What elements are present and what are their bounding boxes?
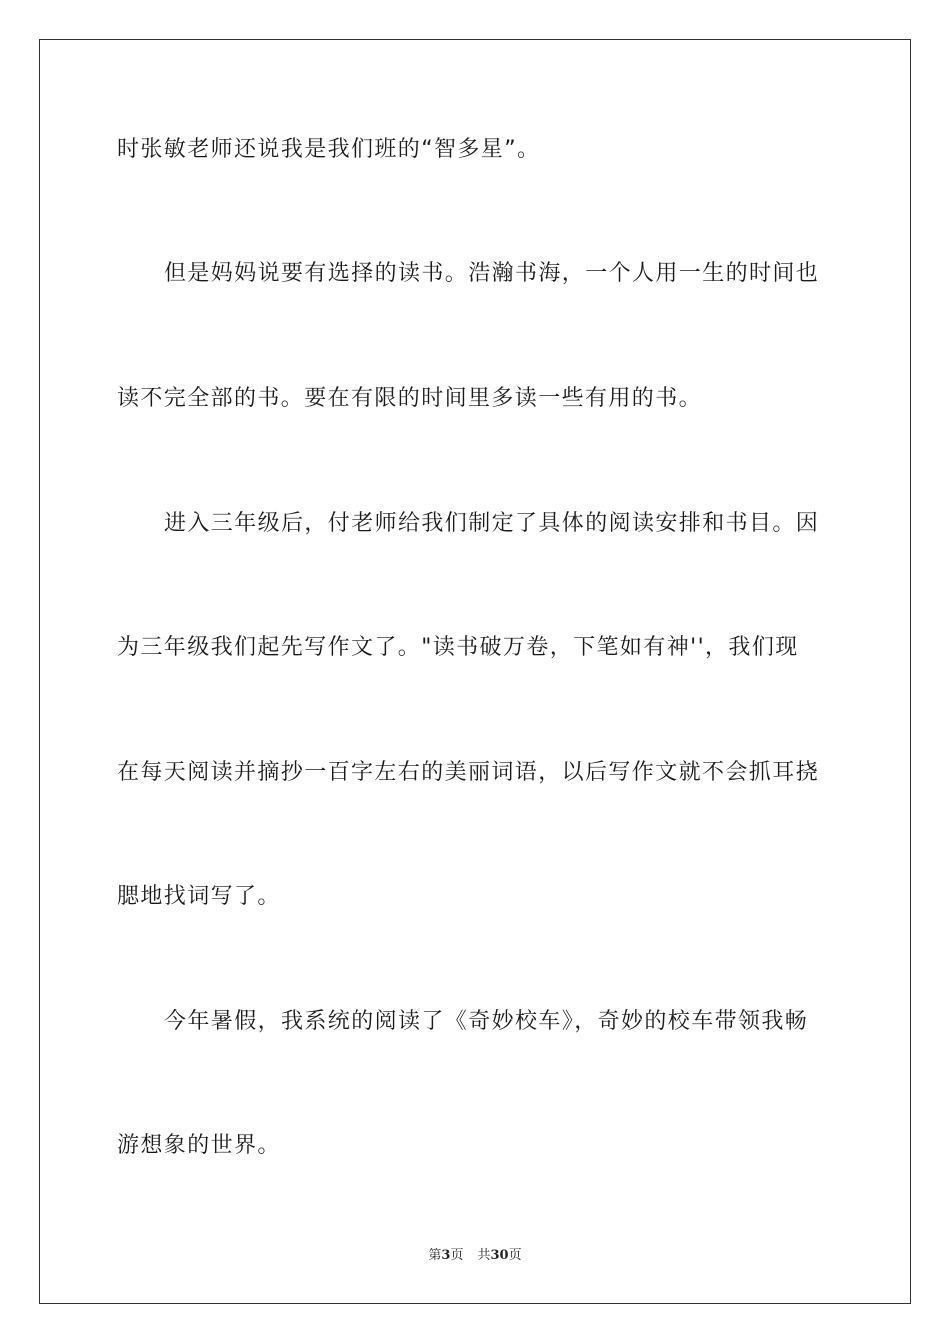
total-suffix: 页 bbox=[508, 1248, 522, 1263]
paragraph-first-line: 但是妈妈说要有选择的读书。浩瀚书海，一个人用一生的时间也 bbox=[164, 261, 820, 286]
total-prefix: 共 bbox=[477, 1248, 491, 1263]
page-footer bbox=[0, 1247, 950, 1265]
text-line: 为三年级我们起先写作文了。"读书破万卷，下笔如有神''，我们现 bbox=[117, 635, 799, 660]
page-suffix: 页 bbox=[450, 1248, 464, 1263]
page-frame bbox=[39, 39, 911, 1304]
text-line: 腮地找词写了。 bbox=[117, 884, 281, 909]
page-prefix: 第 bbox=[428, 1248, 442, 1263]
paragraph-first-line: 今年暑假，我系统的阅读了《奇妙校车》，奇妙的校车带领我畅 bbox=[164, 1009, 809, 1034]
text-line: 游想象的世界。 bbox=[117, 1133, 281, 1158]
current-page-number: 3 bbox=[441, 1248, 451, 1263]
paragraph-first-line: 进入三年级后，付老师给我们制定了具体的阅读安排和书目。因 bbox=[164, 511, 820, 536]
text-line: 时张敏老师还说我是我们班的“智多星”。 bbox=[117, 137, 541, 162]
total-page-count: 30 bbox=[490, 1248, 509, 1263]
text-line: 读不完全部的书。要在有限的时间里多读一些有用的书。 bbox=[117, 386, 703, 411]
text-line: 在每天阅读并摘抄一百字左右的美丽词语，以后写作文就不会抓耳挠 bbox=[117, 760, 820, 785]
